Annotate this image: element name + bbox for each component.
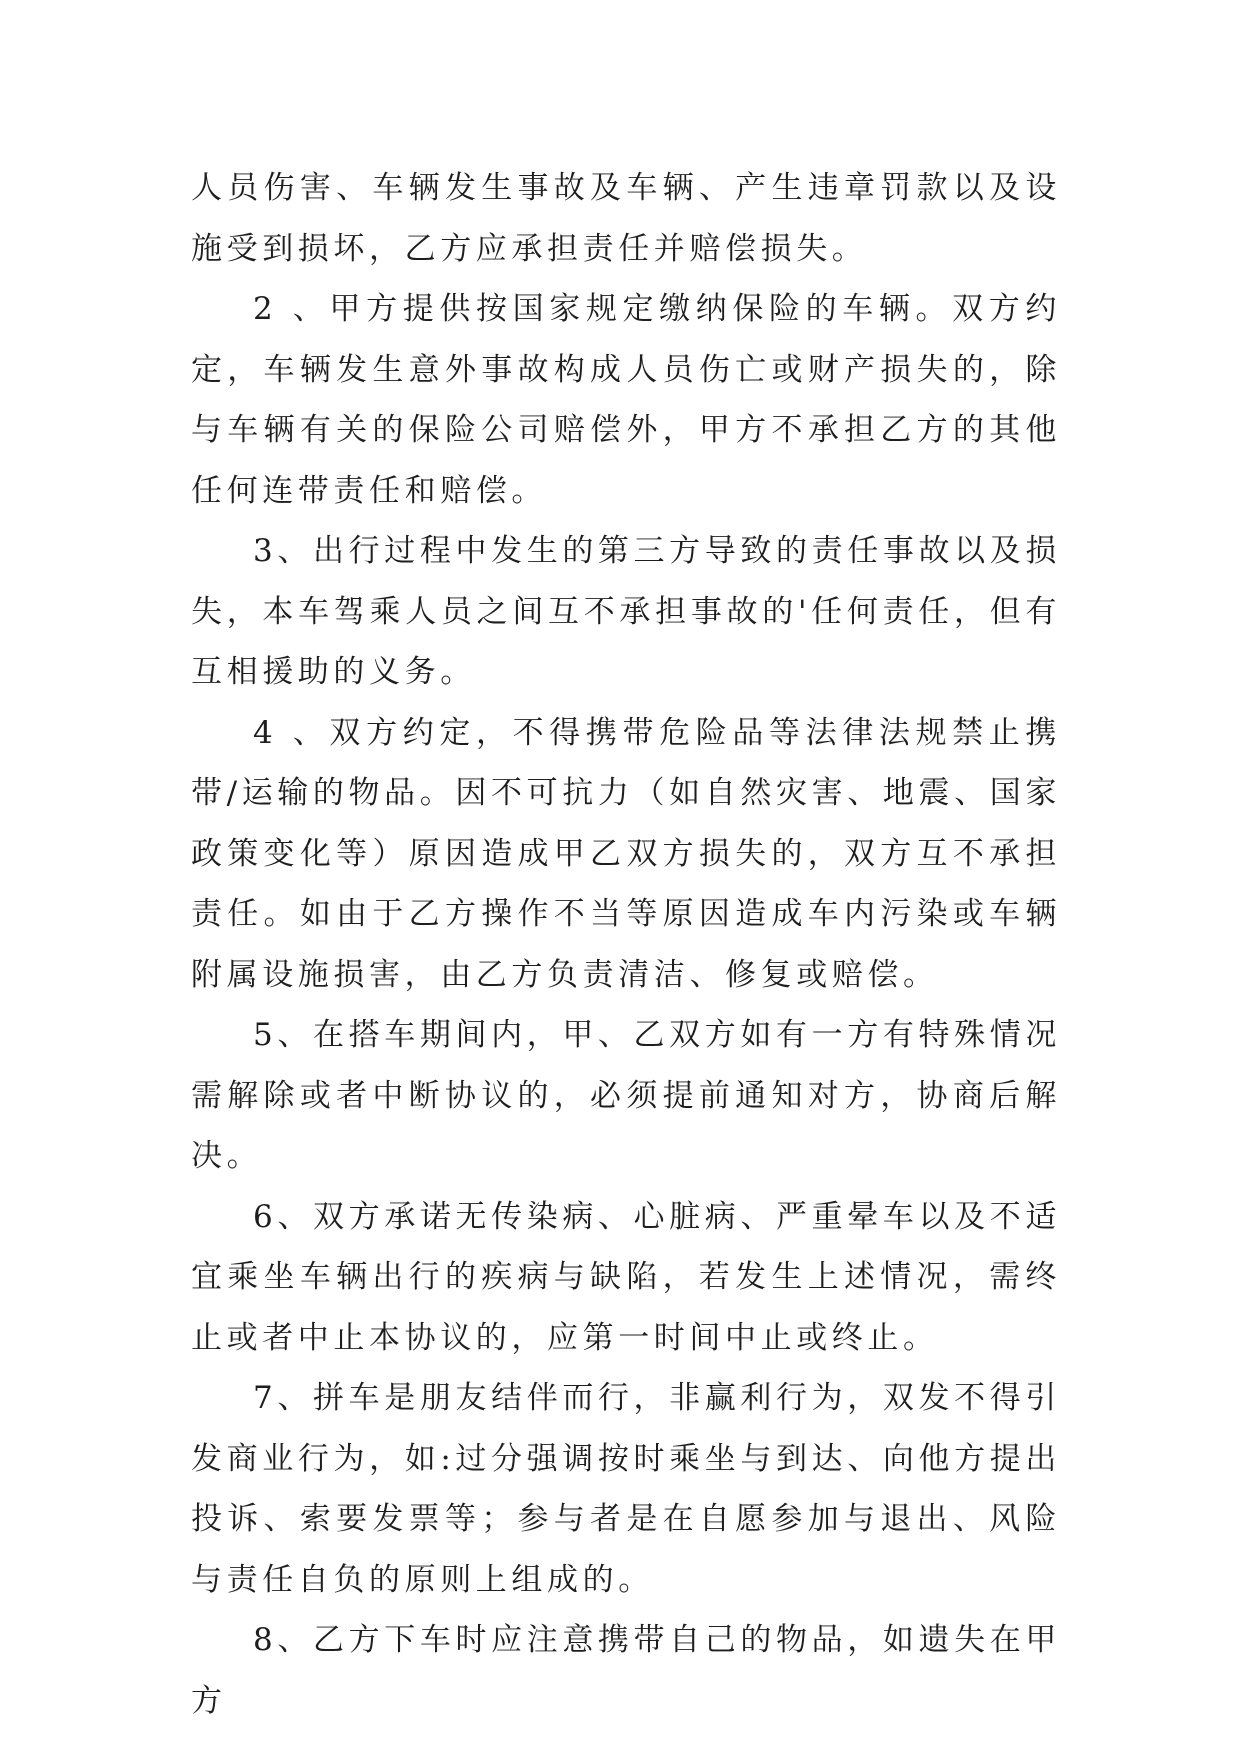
- clause-8: 8、乙方下车时应注意携带自己的物品，如遗失在甲方: [191, 1622, 1061, 1719]
- clause-3: 3、出行过程中发生的第三方导致的责任事故以及损失，本车驾乘人员之间互不承担事故的'任何责任，但有互相援助的义务。: [191, 533, 1061, 690]
- clause-6: 6、双方承诺无传染病、心脏病、严重晕车以及不适宜乘坐车辆出行的疾病与缺陷，若发生上述情况，需终止或者中止本协议的，应第一时间中止或终止。: [191, 1198, 1061, 1356]
- clause-5: 5、在搭车期间内，甲、乙双方如有一方有特殊情况需解除或者中断协议的，必须提前通知对方，协商后解决。: [191, 1017, 1061, 1174]
- document-body: [191, 158, 1061, 1731]
- paragraph-continuation: 人员伤害、车辆发生事故及车辆、产生违章罚款以及设施受到损坏，乙方应承担责任并赔偿损失。: [191, 170, 1061, 267]
- clause-4: 4 、双方约定，不得携带危险品等法律法规禁止携带/运输的物品。因不可抗力（如自然灾害、地震、国家政策变化等）原因造成甲乙双方损失的，双方互不承担责任。如由于乙方操作不当等原因造成车内污染或车辆附属设施损害，由乙方负责清洁、修复或赔偿。: [191, 714, 1061, 993]
- clause-7: 7、拼车是朋友结伴而行，非赢利行为，双发不得引发商业行为，如:过分强调按时乘坐与到达、向他方提出投诉、索要发票等；参与者是在自愿参加与退出、风险与责任自负的原则上组成的。: [191, 1380, 1061, 1598]
- clause-2: 2 、甲方提供按国家规定缴纳保险的车辆。双方约定，车辆发生意外事故构成人员伤亡或财产损失的，除与车辆有关的保险公司赔偿外，甲方不承担乙方的其他任何连带责任和赔偿。: [191, 291, 1061, 509]
